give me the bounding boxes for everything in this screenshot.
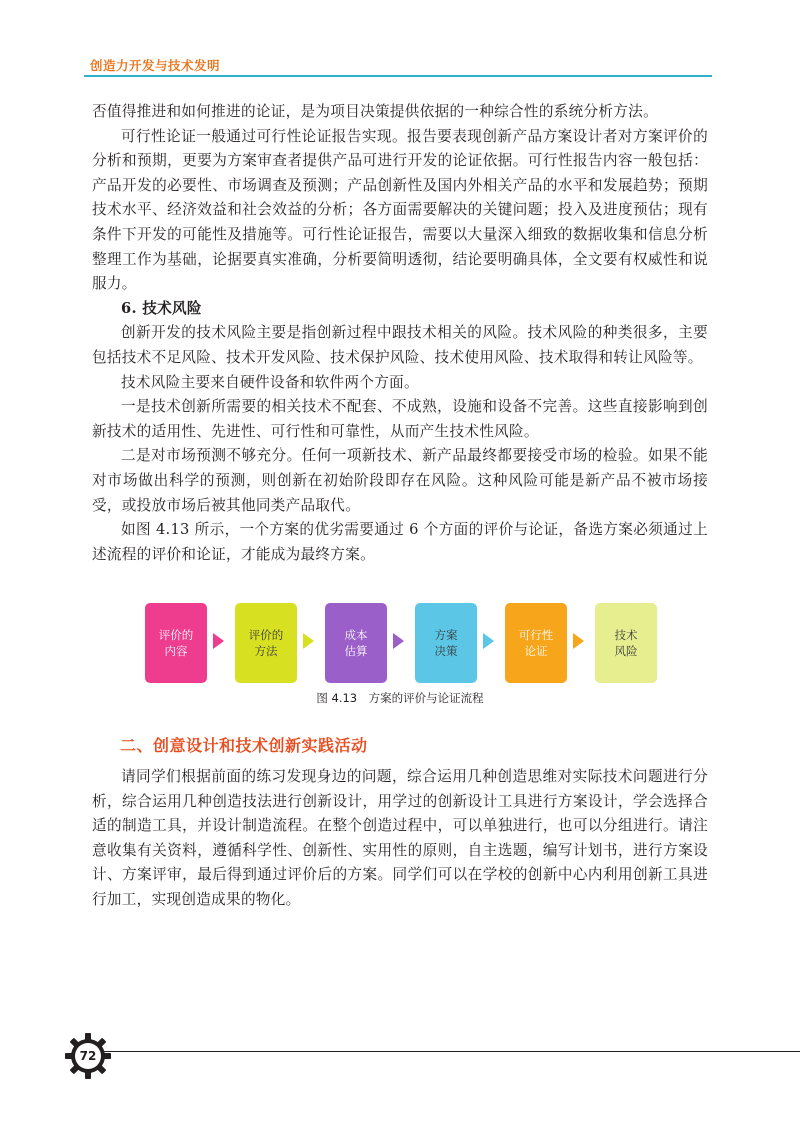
flow-step-line: 方案 [434,628,458,642]
footer-rule [84,1051,800,1052]
flow-step-line: 评价的 [158,628,194,642]
flow-step-line: 内容 [164,644,188,658]
arrow-right-icon [393,633,404,649]
header-rule [84,75,712,77]
flow-step-line: 技术 [614,628,638,642]
evaluation-flow-diagram [145,603,657,685]
flow-step-risk [595,603,657,683]
paragraph-risk-one: 一是技术创新所需要的相关技术不配套、不成熟，设施和设备不完善。这些直接影响到创新技术的适用性、先进性、可行性和可靠性，从而产生技术性风险。 [92,398,708,440]
paragraph-figure-ref: 如图 4.13 所示，一个方案的优劣需要通过 6 个方面的评价与论证，备选方案必须通过上述流程的评价和论证，才能成为最终方案。 [92,521,708,563]
paragraph-risk-sources: 技术风险主要来自硬件设备和软件两个方面。 [121,373,419,391]
running-header-title: 创造力开发与技术发明 [90,58,221,73]
paragraph-tech-risk: 创新开发的技术风险主要是指创新过程中跟技术相关的风险。技术风险的种类很多，主要包括技术不足风险、技术开发风险、技术保护风险、技术使用风险、技术取得和转让风险等。 [92,324,708,366]
paragraph-continued: 否值得推进和如何推进的论证，是为项目决策提供依据的一种综合性的系统分析方法。 [92,103,658,120]
flow-step-decision [415,603,477,683]
flow-step-line: 成本 [344,628,368,642]
flow-step-line: 风险 [614,644,638,658]
flow-step-method [235,603,297,683]
paragraph-risk-two: 二是对市场预测不够充分。任何一项新技术、新产品最终都要接受市场的检验。如果不能对市场做出科学的预测，则创新在初始阶段即存在风险。这种风险可能是新产品不被市场接受，或投放市场后被其他同类产品取代。 [92,447,708,514]
flow-step-feasibility [505,603,567,683]
flow-step-line: 可行性 [518,628,554,642]
paragraph-practice: 请同学们根据前面的练习发现身边的问题，综合运用几种创造思维对实际技术问题进行分析，综合运用几种创造技法进行创新设计，用学过的创新设计工具进行方案设计，学会选择合适的制造工具，并设计制造流程。在整个创造过程中，可以单独进行，也可以分组进行。请注意收集有关资料，遵循科学性、创新性、实用性的原则，自主选题，编写计划书，进行方案设计、方案评审，最后得到通过评价后的方案。同学们可以在学校的创新中心内利用创新工具进行加工，实现创造成果的物化。 [92,768,708,908]
subheading-tech-risk: 6. 技术风险 [121,299,202,317]
arrow-right-icon [573,633,584,649]
arrow-right-icon [483,633,494,649]
section-heading: 二、创意设计和技术创新实践活动 [120,736,368,755]
figure-caption: 图 4.13 方案的评价与论证流程 [316,691,484,705]
flow-step-line: 估算 [344,644,368,658]
body-text [92,100,708,567]
flow-step-line: 决策 [434,644,458,658]
page-number: 72 [79,1049,97,1063]
paragraph-feasibility: 可行性论证一般通过可行性论证报告实现。报告要表现创新产品方案设计者对方案评价的分析和预期，更要为方案审查者提供产品可进行开发的论证依据。可行性报告内容一般包括：产品开发的必要性、市场调查及预测；产品创新性及国内外相关产品的水平和发展趋势；预期技术水平、经济效益和社会效益的分析；各方面需要解决的关键问题；投入及进度预估；现有条件下开发的可能性及措施等。可行性论证报告，需要以大量深入细致的数据收集和信息分析整理工作为基础，论据要真实准确，分析要简明透彻，结论要明确具体，全文要有权威性和说服力。 [92,127,708,293]
section-body [92,765,708,913]
flow-step-cost [325,603,387,683]
flow-step-line: 评价的 [248,628,284,642]
arrow-right-icon [303,633,314,649]
flow-step-line: 方法 [254,644,278,658]
flow-step-line: 论证 [524,644,548,658]
flow-step-content [145,603,207,683]
arrow-right-icon [213,633,224,649]
